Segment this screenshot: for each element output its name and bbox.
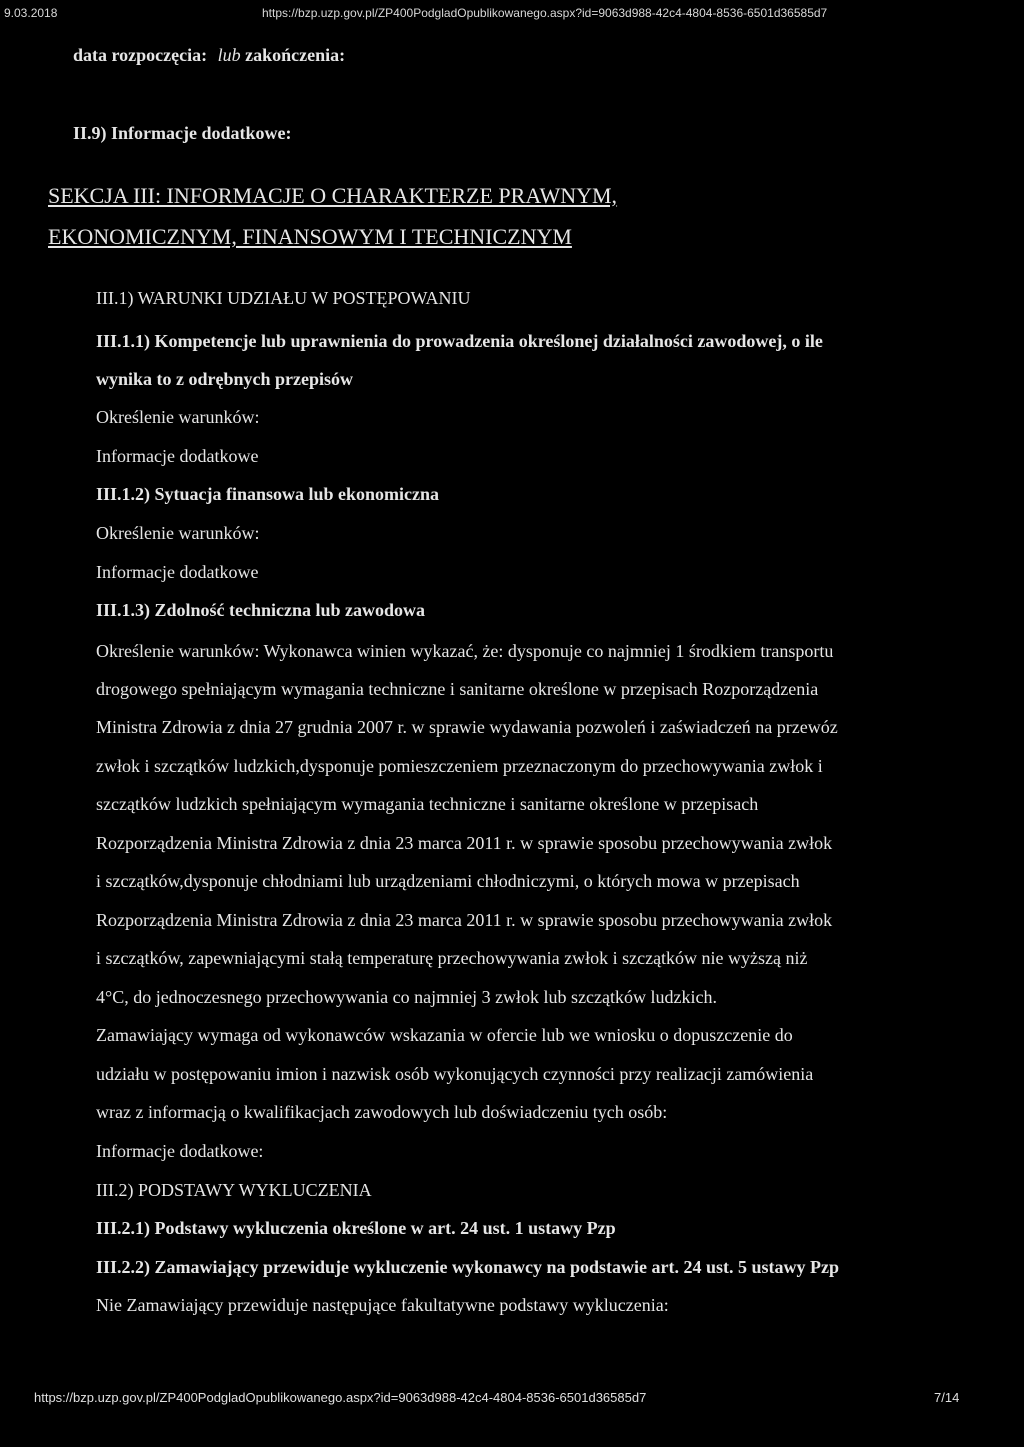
- section-iii13-text-line: Zamawiający wymaga od wykonawców wskazania w ofercie lub we wniosku o dopuszczenie do: [96, 1025, 793, 1045]
- section-iii22-title: III.2.2) Zamawiający przewiduje wykluczenie wykonawcy na podstawie art. 24 ust. 5 ustawy Pzp: [96, 1257, 839, 1277]
- section-ii9-heading: II.9) Informacje dodatkowe:: [73, 123, 292, 143]
- section-iii13-text-line: Rozporządzenia Ministra Zdrowia z dnia 23 marca 2011 r. w sprawie sposobu przechowywania zwłok: [96, 910, 833, 930]
- end-date-label: zakończenia:: [245, 45, 346, 65]
- section-iii13-text-line: drogowego spełniającym wymagania techniczne i sanitarne określone w przepisach Rozporządzenia: [96, 679, 819, 699]
- section-iii11-info: Informacje dodatkowe: [96, 446, 259, 466]
- section-iii11-title-line2: wynika to z odrębnych przepisów: [96, 369, 354, 389]
- print-date: 9.03.2018: [4, 6, 58, 20]
- section-iii13-title: III.1.3) Zdolność techniczna lub zawodowa: [96, 600, 426, 620]
- section-iii12-info: Informacje dodatkowe: [96, 562, 259, 582]
- section-iii13-text-line: i szczątków, zapewniającymi stałą temperaturę przechowywania zwłok i szczątków nie wyższą niż: [96, 948, 808, 968]
- section-iii12-conditions: Określenie warunków:: [96, 523, 260, 543]
- section-iii13-text-line: udziału w postępowaniu imion i nazwisk osób wykonujących czynności przy realizacji zamówienia: [96, 1064, 814, 1084]
- page-header: [0, 6, 1024, 22]
- footer-url: https://bzp.uzp.gov.pl/ZP400PodgladOpublikowanego.aspx?id=9063d988-42c4-4804-8536-6501d36585d7: [34, 1390, 647, 1405]
- section-iii-title-line1: SEKCJA III: INFORMACJE O CHARAKTERZE PRAWNYM,: [48, 183, 618, 208]
- section-iii2-heading: III.2) PODSTAWY WYKLUCZENIA: [96, 1180, 372, 1200]
- section-iii13-text-line: szczątków ludzkich spełniającym wymagania techniczne i sanitarne określone w przepisach: [96, 794, 759, 814]
- section-iii13-text-line: Określenie warunków: Wykonawca winien wykazać, że: dysponuje co najmniej 1 środkiem transportu: [96, 641, 834, 661]
- header-url: https://bzp.uzp.gov.pl/ZP400PodgladOpublikowanego.aspx?id=9063d988-42c4-4804-8536-6501d36585d7: [262, 6, 828, 20]
- section-iii21-title: III.2.1) Podstawy wykluczenia określone w art. 24 ust. 1 ustawy Pzp: [96, 1218, 616, 1238]
- or-label: lub: [217, 45, 241, 65]
- section-iii2-optional-grounds: Nie Zamawiający przewiduje następujące fakultatywne podstawy wykluczenia:: [96, 1295, 669, 1315]
- section-iii13-text-line: Rozporządzenia Ministra Zdrowia z dnia 23 marca 2011 r. w sprawie sposobu przechowywania zwłok: [96, 833, 833, 853]
- section-iii13-text-line: zwłok i szczątków ludzkich,dysponuje pomieszczeniem przeznaczonym do przechowywania zwłok i: [96, 756, 823, 776]
- page-number: 7/14: [934, 1390, 960, 1405]
- section-iii11-title-line1: III.1.1) Kompetencje lub uprawnienia do prowadzenia określonej działalności zawodowej, o ile: [96, 331, 823, 351]
- section-iii13-text-line: 4°C, do jednoczesnego przechowywania co najmniej 3 zwłok lub szczątków ludzkich.: [96, 987, 717, 1007]
- section-iii-title-line2: EKONOMICZNYM, FINANSOWYM I TECHNICZNYM: [48, 224, 572, 249]
- section-iii1-heading: III.1) WARUNKI UDZIAŁU W POSTĘPOWANIU: [96, 288, 471, 308]
- section-iii13-info: Informacje dodatkowe:: [96, 1141, 264, 1161]
- page-footer: [0, 1390, 1024, 1406]
- section-iii13-text-line: wraz z informacją o kwalifikacjach zawodowych lub doświadczeniu tych osób:: [96, 1102, 668, 1122]
- date-range-line: [73, 44, 345, 66]
- start-date-label: data rozpoczęcia:: [73, 45, 208, 65]
- section-iii13-text-line: i szczątków,dysponuje chłodniami lub urządzeniami chłodniczymi, o których mowa w przepisach: [96, 871, 800, 891]
- section-iii13-text-line: Ministra Zdrowia z dnia 27 grudnia 2007 r. w sprawie wydawania pozwoleń i zaświadczeń na przewóz: [96, 717, 838, 737]
- section-iii12-title: III.1.2) Sytuacja finansowa lub ekonomiczna: [96, 484, 440, 504]
- section-iii11-conditions: Określenie warunków:: [96, 407, 260, 427]
